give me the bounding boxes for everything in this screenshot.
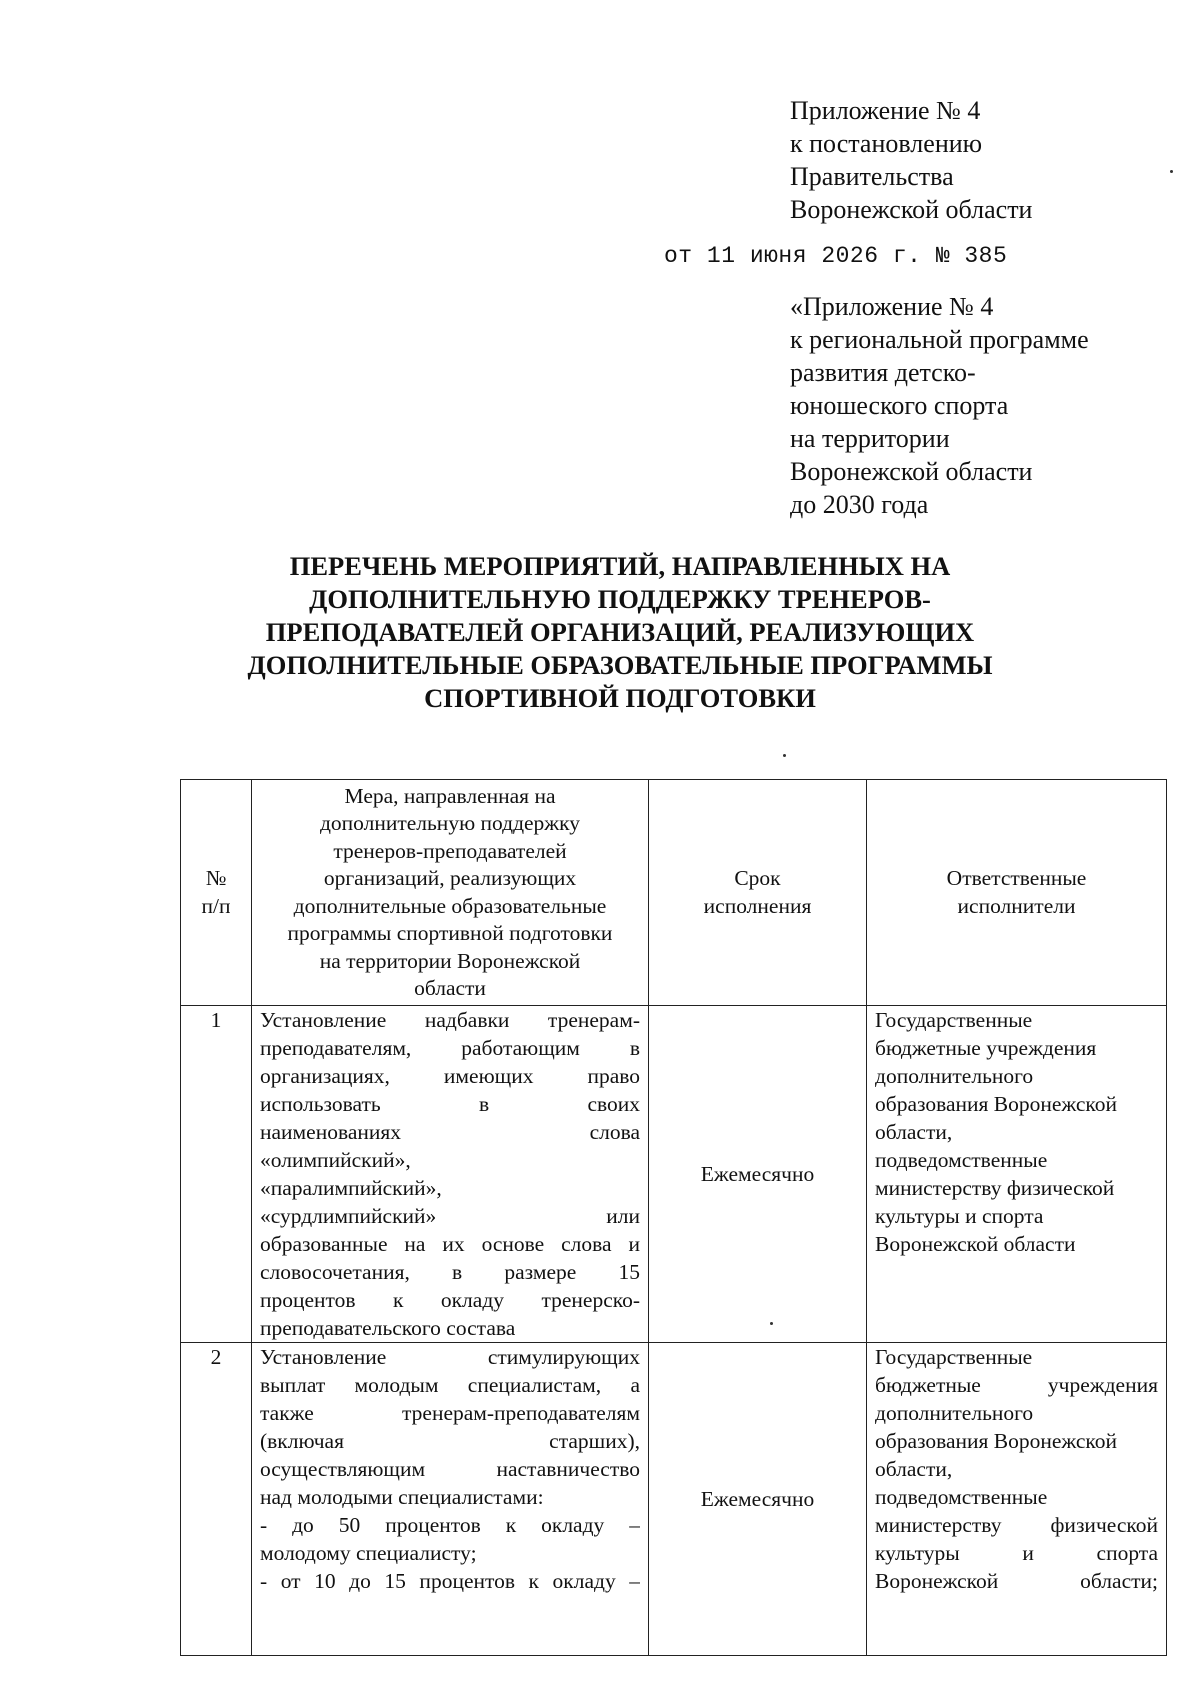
title-line: ДОПОЛНИТЕЛЬНЫЕ ОБРАЗОВАТЕЛЬНЫЕ ПРОГРАММЫ	[247, 650, 993, 680]
measure-line: процентов к окладу тренерско-	[260, 1288, 640, 1312]
measure-line: наименованиях слова	[260, 1120, 640, 1144]
scan-speck	[783, 754, 786, 757]
responsible-line: Воронежской области	[875, 1232, 1076, 1256]
responsible-line: образования Воронежской	[875, 1092, 1118, 1116]
responsible-line: подведомственные	[875, 1148, 1048, 1172]
header-term-line: исполнения	[703, 893, 812, 918]
responsible-line: культуры и спорта	[875, 1204, 1044, 1228]
header-term	[649, 780, 867, 1006]
table-header-row	[181, 780, 1167, 1006]
responsible-cell	[867, 1006, 1167, 1343]
measure-line: осуществляющим наставничество	[260, 1457, 640, 1481]
responsible-line: культуры и спорта	[875, 1541, 1158, 1565]
header-responsible-line: Ответственные	[946, 866, 1087, 890]
measure-line: - до 50 процентов к окладу –	[260, 1513, 640, 1537]
responsible-cell-content	[875, 1343, 1158, 1653]
row-number: 1	[181, 1006, 252, 1343]
responsible-line: области,	[875, 1457, 953, 1481]
header-num	[181, 780, 252, 1006]
responsible-cell	[867, 1343, 1167, 1656]
measure-line: «сурдлимпийский» или	[260, 1204, 640, 1228]
resolution-date-number: от 11 июня 2026 г. № 385	[664, 243, 1008, 269]
table-row	[181, 1006, 1167, 1343]
measure-line: Установление стимулирующих	[260, 1345, 640, 1369]
measure-line: молодому специалисту;	[260, 1541, 477, 1565]
measure-line: преподавательского состава	[260, 1316, 516, 1340]
responsible-line: Государственные	[875, 1008, 1033, 1032]
measure-line: образованные на их основе слова и	[260, 1232, 640, 1256]
responsible-line: Государственные	[875, 1345, 1033, 1369]
regional-line: юношеского спорта	[790, 391, 1009, 420]
measure-line: также тренерам-преподавателям	[260, 1401, 640, 1425]
appendix-line: Воронежской области	[790, 195, 1033, 224]
measure-line: использовать в своих	[260, 1092, 640, 1116]
header-num-line: №	[205, 866, 227, 890]
measure-line: над молодыми специалистами:	[260, 1485, 544, 1509]
title-line: ПЕРЕЧЕНЬ МЕРОПРИЯТИЙ, НАПРАВЛЕННЫХ НА	[289, 551, 951, 581]
measure-cell-content	[260, 1343, 640, 1653]
measure-line: - от 10 до 15 процентов к окладу –	[260, 1569, 640, 1593]
regional-line: Воронежской области	[790, 457, 1033, 486]
header-measure	[252, 780, 649, 1006]
measure-line: «паралимпийский»,	[260, 1176, 442, 1200]
header-measure-line: дополнительные образовательные	[293, 893, 607, 918]
header-measure-line: на территории Воронежской	[319, 948, 581, 973]
regional-line: развития детско-	[790, 358, 976, 387]
measure-line: выплат молодым специалистам, а	[260, 1373, 640, 1397]
responsible-line: бюджетные учреждения	[875, 1036, 1097, 1060]
scan-speck	[1170, 170, 1173, 173]
measure-cell	[252, 1006, 649, 1343]
responsible-line: образования Воронежской	[875, 1429, 1118, 1453]
responsible-line: дополнительного	[875, 1401, 1034, 1425]
appendix-header	[790, 94, 1032, 226]
header-measure-line: Мера, направленная на	[344, 783, 556, 808]
measure-line: организациях, имеющих право	[260, 1064, 640, 1088]
title-line: ПРЕПОДАВАТЕЛЕЙ ОРГАНИЗАЦИЙ, РЕАЛИЗУЮЩИХ	[265, 617, 975, 647]
measure-line: словосочетания, в размере 15	[260, 1260, 640, 1284]
responsible-line: области,	[875, 1120, 953, 1144]
header-responsible-line: исполнители	[957, 893, 1076, 918]
header-measure-line: области	[414, 976, 486, 1000]
regional-line: «Приложение № 4	[790, 292, 994, 321]
responsible-line: дополнительного	[875, 1064, 1034, 1088]
appendix-line: Приложение № 4	[790, 96, 981, 125]
header-measure-line: тренеров-преподавателей	[333, 838, 567, 863]
document-title	[160, 550, 1080, 715]
measure-cell	[252, 1343, 649, 1656]
header-measure-line: организаций, реализующих	[323, 866, 577, 890]
regional-line: до 2030 года	[790, 490, 929, 519]
measure-line: «олимпийский»,	[260, 1148, 411, 1172]
regional-line: на территории	[790, 424, 950, 453]
responsible-line: министерству физической	[875, 1176, 1115, 1200]
measures-table	[180, 779, 1167, 1656]
term-cell: Ежемесячно	[649, 1006, 867, 1343]
title-line: СПОРТИВНОЙ ПОДГОТОВКИ	[424, 683, 816, 713]
header-responsible	[867, 780, 1167, 1006]
appendix-line: к постановлению	[790, 129, 983, 158]
responsible-line: министерству физической	[875, 1513, 1158, 1537]
table-row	[181, 1343, 1167, 1656]
title-line: ДОПОЛНИТЕЛЬНУЮ ПОДДЕРЖКУ ТРЕНЕРОВ-	[309, 584, 931, 614]
header-num-line: п/п	[201, 893, 231, 918]
measure-line: Установление надбавки тренерам-	[260, 1008, 640, 1032]
header-measure-line: дополнительную поддержку	[319, 811, 581, 835]
measure-line: преподавателям, работающим в	[260, 1036, 640, 1060]
responsible-line: бюджетные учреждения	[875, 1373, 1158, 1397]
regional-line: к региональной программе	[790, 325, 1089, 354]
responsible-line: подведомственные	[875, 1485, 1048, 1509]
header-term-line: Срок	[734, 866, 781, 890]
regional-program-appendix	[790, 290, 1089, 521]
measure-line: (включая старших),	[260, 1429, 640, 1453]
appendix-line: Правительства	[790, 162, 954, 191]
term-cell: Ежемесячно	[649, 1343, 867, 1656]
scan-speck	[770, 1322, 773, 1325]
responsible-line: Воронежской области;	[875, 1569, 1158, 1593]
header-measure-line: программы спортивной подготовки	[287, 921, 613, 945]
row-number: 2	[181, 1343, 252, 1656]
